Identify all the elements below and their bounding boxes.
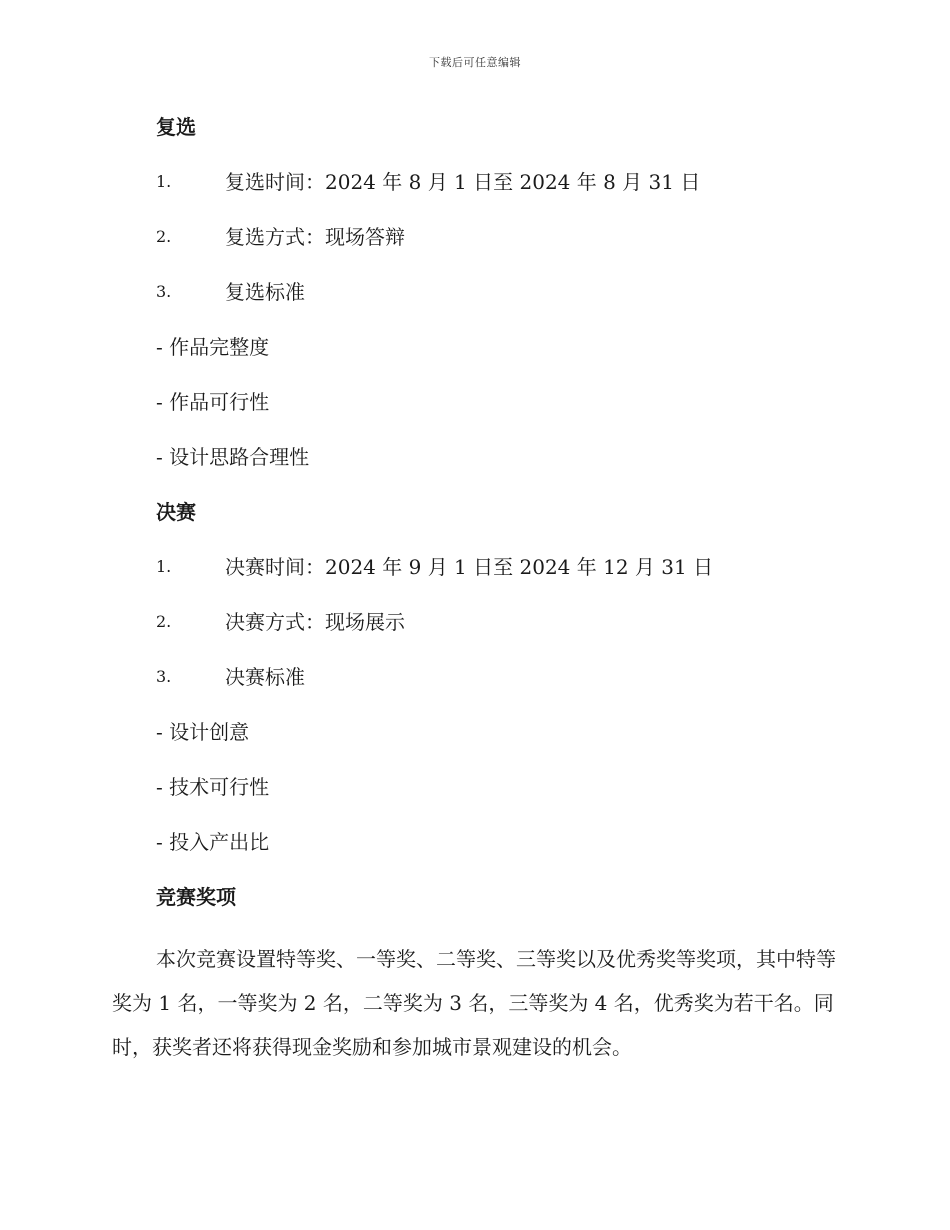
list-text: 复选标准 — [225, 280, 305, 304]
list-item — [156, 273, 836, 328]
list-number: 1. — [156, 172, 172, 191]
section-heading-final: 决赛 — [156, 500, 196, 524]
section-heading-preliminary: 复选 — [156, 115, 196, 139]
criteria-bullet: - 技术可行性 — [156, 775, 270, 799]
list-number: 3. — [156, 282, 172, 301]
list-item — [156, 163, 836, 218]
criteria-bullet: - 作品可行性 — [156, 390, 270, 414]
criteria-bullet: - 设计思路合理性 — [156, 445, 310, 469]
list-number: 3. — [156, 667, 172, 686]
criteria-bullet: - 设计创意 — [156, 720, 250, 744]
awards-paragraph: 本次竞赛设置特等奖、一等奖、二等奖、三等奖以及优秀奖等奖项，其中特等奖为 1 名，一等奖为 2 名，二等奖为 3 名，三等奖为 4 名，优秀奖为若干名。同时，获奖者还将获得现金奖励和参加城市景观建设的机会。 — [112, 947, 836, 1059]
list-item — [156, 658, 836, 713]
list-number: 1. — [156, 557, 172, 576]
page-header: 下载后可任意编辑 — [429, 56, 521, 69]
list-number: 2. — [156, 612, 172, 631]
document-body — [112, 108, 836, 1069]
list-text: 决赛方式：现场展示 — [225, 610, 405, 634]
list-item — [156, 603, 836, 658]
list-text: 复选时间：2024 年 8 月 1 日至 2024 年 8 月 31 日 — [225, 170, 701, 194]
list-text: 决赛标准 — [225, 665, 305, 689]
list-item — [156, 218, 836, 273]
list-number: 2. — [156, 227, 172, 246]
list-text: 决赛时间：2024 年 9 月 1 日至 2024 年 12 月 31 日 — [225, 555, 714, 579]
list-item — [156, 548, 836, 603]
criteria-bullet: - 投入产出比 — [156, 830, 270, 854]
criteria-bullet: - 作品完整度 — [156, 335, 270, 359]
section-heading-awards: 竞赛奖项 — [156, 885, 236, 909]
list-text: 复选方式：现场答辩 — [225, 225, 405, 249]
